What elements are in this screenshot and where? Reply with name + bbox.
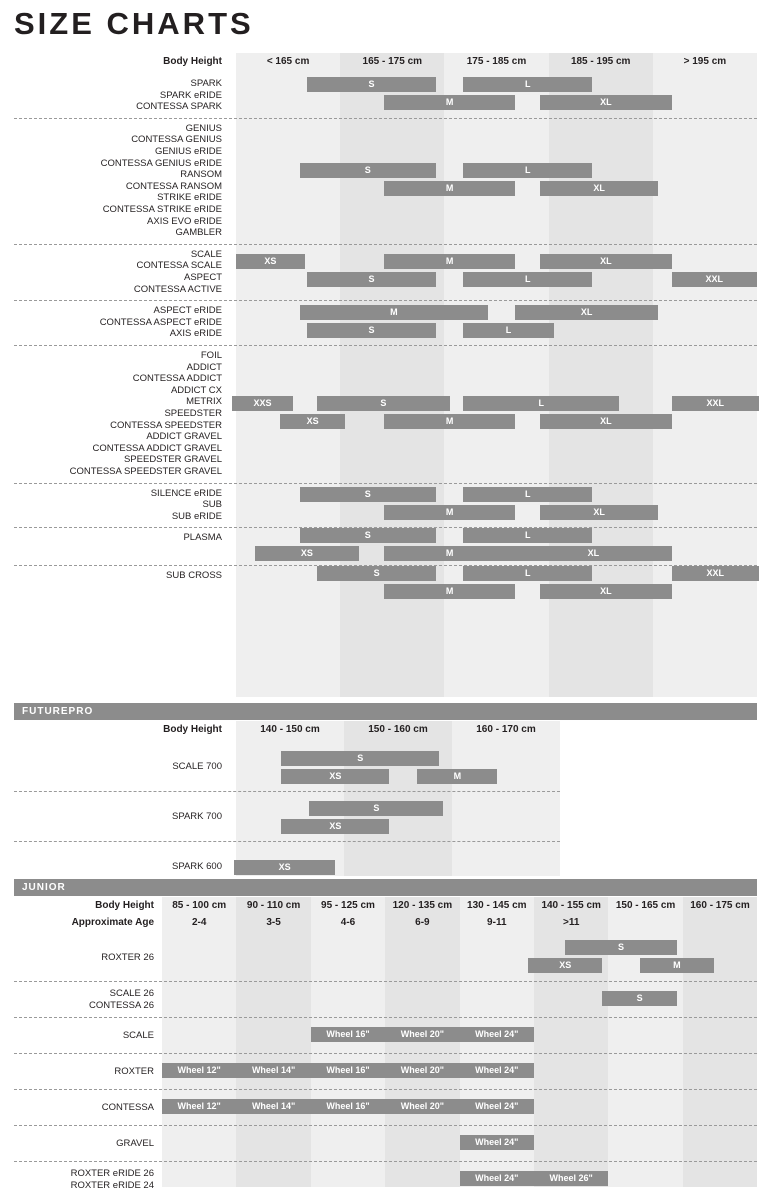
model-name: CONTESSA ADDICT GRAVEL xyxy=(92,442,222,454)
size-bar: Wheel 20" xyxy=(385,1099,459,1114)
size-bar-m: M xyxy=(384,505,515,520)
body-height-header: Body Height xyxy=(163,56,222,67)
size-bar-s: S xyxy=(317,396,449,411)
model-label-group-2 xyxy=(14,1030,154,1042)
size-bar-m: M xyxy=(384,254,515,269)
model-name: AXIS eRIDE xyxy=(169,328,222,340)
model-label-group-1 xyxy=(14,811,222,823)
size-bar-s: S xyxy=(300,487,437,502)
column-header-4: 130 - 145 cm xyxy=(467,900,527,911)
column-band xyxy=(452,721,560,876)
model-name: ADDICT GRAVEL xyxy=(146,431,222,443)
model-name: RANSOM xyxy=(180,169,222,181)
junior-section xyxy=(14,897,757,1187)
model-name: CONTESSA GENIUS eRIDE xyxy=(100,157,222,169)
size-bar-xxl: XXL xyxy=(672,566,760,581)
size-bar-xl: XL xyxy=(540,414,671,429)
column-band xyxy=(311,897,385,1187)
model-name: CONTESSA SPEEDSTER GRAVEL xyxy=(69,465,222,477)
model-name: ASPECT xyxy=(183,271,222,283)
row-separator xyxy=(14,345,757,346)
model-name: ROXTER eRIDE 24 xyxy=(70,1179,154,1189)
size-bar-s: S xyxy=(307,272,436,287)
size-bar-xs: XS xyxy=(280,414,346,429)
model-name: CONTESSA SCALE xyxy=(136,260,222,272)
model-label-group-4 xyxy=(14,1102,154,1114)
model-name: CONTESSA STRIKE eRIDE xyxy=(102,203,222,215)
column-header-7: 160 - 175 cm xyxy=(690,900,750,911)
size-bar-s: S xyxy=(281,751,439,766)
size-bar-xl: XL xyxy=(540,505,658,520)
model-name: CONTESSA ADDICT xyxy=(132,373,222,385)
size-bar: Wheel 12" xyxy=(162,1063,236,1078)
model-name: GAMBLER xyxy=(175,227,222,239)
model-name: SPARK eRIDE xyxy=(159,89,222,101)
size-bar-m: M xyxy=(384,546,515,561)
size-bar-l: L xyxy=(463,163,592,178)
junior-banner: JUNIOR xyxy=(14,879,757,896)
column-band xyxy=(444,53,548,697)
size-bar-l: L xyxy=(463,272,592,287)
column-header-0: 85 - 100 cm xyxy=(172,900,227,911)
model-name: ADDICT CX xyxy=(170,384,222,396)
size-bar-s: S xyxy=(307,77,436,92)
column-band xyxy=(236,721,344,876)
model-name: SPARK 600 xyxy=(172,861,222,872)
futurepro-section xyxy=(14,721,757,876)
model-label-group-4 xyxy=(14,350,222,478)
model-name: CONTESSA RANSOM xyxy=(125,180,222,192)
size-bar: Wheel 14" xyxy=(236,1099,310,1114)
column-band xyxy=(236,53,340,697)
size-bar-m: M xyxy=(384,95,515,110)
column-band xyxy=(162,897,236,1187)
column-band xyxy=(344,721,452,876)
column-band xyxy=(340,53,444,697)
size-bar-l: L xyxy=(463,528,592,543)
model-label-group-3 xyxy=(14,1066,154,1078)
model-name: PLASMA xyxy=(183,532,222,544)
model-name: SUB xyxy=(202,499,222,511)
size-bar-s: S xyxy=(300,163,437,178)
row-separator xyxy=(14,981,757,982)
size-bar-xl: XL xyxy=(540,181,658,196)
body-height-header: Body Height xyxy=(95,900,154,911)
model-name: CONTESSA xyxy=(101,1102,154,1114)
size-bar-m: M xyxy=(384,414,515,429)
column-header-1: 90 - 110 cm xyxy=(246,900,301,911)
column-header-1: 150 - 160 cm xyxy=(368,724,428,735)
model-name: SILENCE eRIDE xyxy=(150,487,222,499)
size-bar-xxl: XXL xyxy=(672,272,757,287)
row-separator xyxy=(14,300,757,301)
column-header-2: 160 - 170 cm xyxy=(476,724,536,735)
model-name: METRIX xyxy=(186,396,222,408)
model-label-group-6 xyxy=(14,1168,154,1189)
age-header-4: 9-11 xyxy=(487,917,507,928)
size-bar-l: L xyxy=(463,487,592,502)
model-name: ROXTER xyxy=(114,1066,154,1078)
model-name: SPARK 700 xyxy=(172,811,222,822)
size-bar: S xyxy=(602,991,676,1006)
column-band xyxy=(549,53,653,697)
age-header-2: 4-6 xyxy=(340,917,356,928)
size-bar-xxs: XXS xyxy=(232,396,293,411)
model-name: SPEEDSTER GRAVEL xyxy=(123,454,222,466)
size-bar: Wheel 26" xyxy=(534,1171,608,1186)
model-label-group-2 xyxy=(14,249,222,295)
column-header-0: < 165 cm xyxy=(266,56,310,67)
size-bar: Wheel 16" xyxy=(311,1027,385,1042)
model-name: AXIS EVO eRIDE xyxy=(147,215,222,227)
model-name: GENIUS xyxy=(185,122,222,134)
row-separator xyxy=(14,244,757,245)
column-band xyxy=(683,897,757,1187)
size-bar-xs: XS xyxy=(281,819,389,834)
row-separator xyxy=(14,1053,757,1054)
size-bar-m: M xyxy=(300,305,489,320)
column-header-0: 140 - 150 cm xyxy=(260,724,320,735)
size-bar: Wheel 24" xyxy=(460,1171,534,1186)
model-name: CONTESSA ACTIVE xyxy=(133,283,222,295)
size-bar-xs: XS xyxy=(281,769,389,784)
size-bar: Wheel 24" xyxy=(460,1063,534,1078)
model-name: SCALE xyxy=(190,248,222,260)
age-header-3: 6-9 xyxy=(415,917,430,928)
column-header-2: 95 - 125 cm xyxy=(321,900,375,911)
size-bar: Wheel 12" xyxy=(162,1099,236,1114)
size-bar-xl: XL xyxy=(515,305,658,320)
size-bar-xl: XL xyxy=(540,95,671,110)
size-bar-l: L xyxy=(463,566,592,581)
model-name: FOIL xyxy=(200,350,222,361)
size-bar-xl: XL xyxy=(540,584,671,599)
row-separator xyxy=(14,841,560,842)
size-bar-xs: XS xyxy=(234,860,336,875)
model-label-group-6 xyxy=(14,532,222,544)
size-bar-xs: XS xyxy=(236,254,305,269)
size-bar: Wheel 16" xyxy=(311,1063,385,1078)
model-label-group-3 xyxy=(14,305,222,340)
row-separator xyxy=(14,1017,757,1018)
futurepro-banner: FUTUREPRO xyxy=(14,703,757,720)
size-bar-s: S xyxy=(317,566,436,581)
row-separator xyxy=(14,483,757,484)
size-bar-xl: XL xyxy=(515,546,671,561)
model-label-group-1 xyxy=(14,123,222,239)
row-separator xyxy=(14,1089,757,1090)
size-bar-m: M xyxy=(384,181,515,196)
column-header-2: 175 - 185 cm xyxy=(466,56,527,67)
size-bar-l: L xyxy=(463,323,554,338)
column-band xyxy=(236,897,310,1187)
row-separator xyxy=(14,1125,757,1126)
size-bar: S xyxy=(565,940,677,955)
model-name: CONTESSA SPARK xyxy=(136,101,222,113)
body-height-header: Body Height xyxy=(163,724,222,735)
size-bar: Wheel 16" xyxy=(311,1099,385,1114)
model-label-group-2 xyxy=(14,861,222,873)
size-bar-m: M xyxy=(417,769,497,784)
model-name: SPEEDSTER xyxy=(164,407,222,419)
model-label-group-0 xyxy=(14,761,222,773)
size-bar-l: L xyxy=(463,77,592,92)
model-name: SUB eRIDE xyxy=(171,510,222,522)
adult-size-section xyxy=(14,53,757,697)
size-bar-xl: XL xyxy=(540,254,671,269)
model-name: SCALE 700 xyxy=(172,761,222,772)
model-label-group-7 xyxy=(14,570,222,582)
model-name: CONTESSA GENIUS xyxy=(131,134,222,146)
size-bar: Wheel 14" xyxy=(236,1063,310,1078)
column-header-4: > 195 cm xyxy=(683,56,727,67)
column-header-3: 120 - 135 cm xyxy=(392,900,453,911)
column-header-5: 140 - 155 cm xyxy=(541,900,601,911)
age-header-0: 2-4 xyxy=(191,917,207,928)
page-title: SIZE CHARTS xyxy=(14,6,254,41)
model-name: ROXTER 26 xyxy=(101,952,154,964)
age-header-6 xyxy=(608,914,682,931)
size-bar: Wheel 24" xyxy=(460,1135,534,1150)
size-bar-s: S xyxy=(309,801,443,816)
model-label-group-5 xyxy=(14,1138,154,1150)
size-bar-m: M xyxy=(384,584,515,599)
model-name: SCALE 26 xyxy=(109,988,154,1000)
model-name: SUB CROSS xyxy=(166,570,222,582)
size-bar: XS xyxy=(528,958,602,973)
size-bar-s: S xyxy=(307,323,436,338)
model-name: CONTESSA ASPECT eRIDE xyxy=(99,316,222,328)
model-name: GENIUS eRIDE xyxy=(154,145,222,157)
size-bar: Wheel 24" xyxy=(460,1099,534,1114)
column-band xyxy=(385,897,459,1187)
size-bar-s: S xyxy=(300,528,437,543)
approximate-age-header: Approximate Age xyxy=(71,917,154,928)
age-header-1: 3-5 xyxy=(266,917,281,928)
size-bar: Wheel 24" xyxy=(460,1027,534,1042)
model-label-group-0 xyxy=(14,952,154,964)
model-label-group-0 xyxy=(14,78,222,113)
column-header-6: 150 - 165 cm xyxy=(615,900,676,911)
model-name: GRAVEL xyxy=(116,1138,154,1150)
size-bar: Wheel 20" xyxy=(385,1063,459,1078)
column-header-1: 165 - 175 cm xyxy=(362,56,423,67)
column-header-3: 185 - 195 cm xyxy=(570,56,631,67)
size-bar: M xyxy=(640,958,714,973)
age-header-7 xyxy=(683,914,757,931)
model-name: CONTESSA 26 xyxy=(89,999,154,1011)
model-name: ASPECT eRIDE xyxy=(153,305,222,317)
size-bar-xxl: XXL xyxy=(672,396,760,411)
model-label-group-5 xyxy=(14,488,222,523)
model-name: CONTESSA SPEEDSTER xyxy=(110,419,222,431)
model-name: SPARK xyxy=(190,78,222,89)
column-band xyxy=(653,53,757,697)
model-label-group-1 xyxy=(14,988,154,1011)
size-bar-l: L xyxy=(463,396,619,411)
model-name: ROXTER eRIDE 26 xyxy=(70,1168,154,1180)
row-separator xyxy=(14,118,757,119)
size-bar-xs: XS xyxy=(255,546,359,561)
size-bar: Wheel 20" xyxy=(385,1027,459,1042)
model-name: ADDICT xyxy=(186,361,222,373)
model-name: SCALE xyxy=(122,1030,154,1042)
age-header-5: >11 xyxy=(562,917,580,928)
model-name: STRIKE eRIDE xyxy=(157,192,222,204)
row-separator xyxy=(14,1161,757,1162)
row-separator xyxy=(14,791,560,792)
